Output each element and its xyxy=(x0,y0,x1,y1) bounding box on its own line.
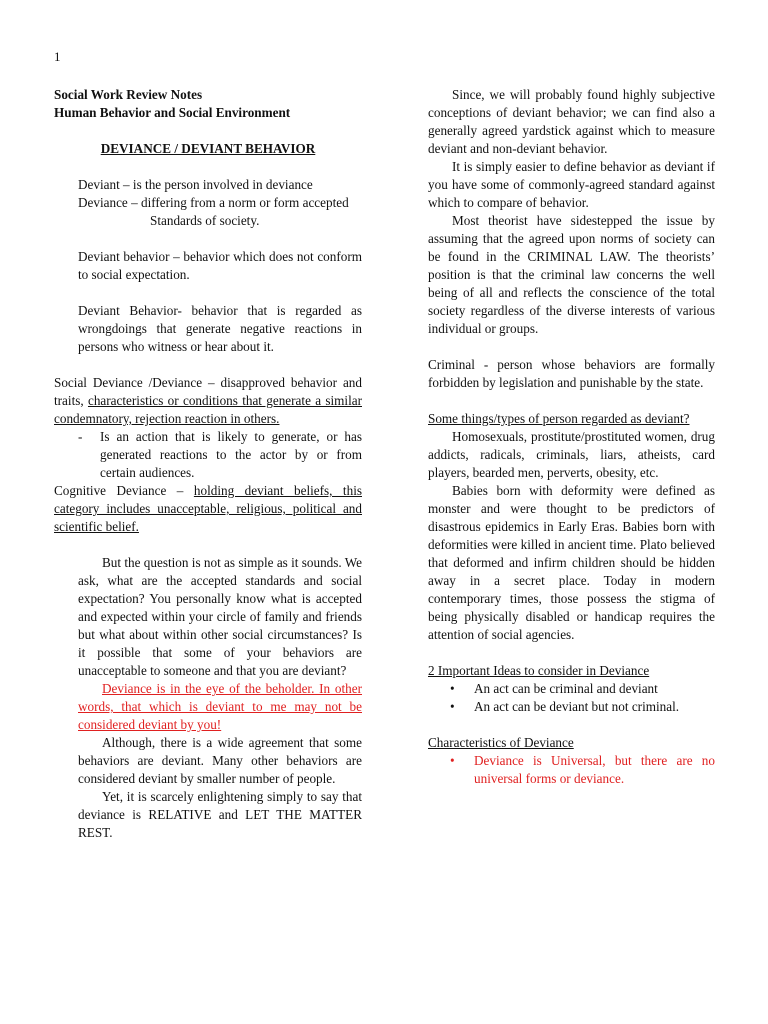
criminal-definition: Criminal - person whose behaviors are formally forbidden by legislation and punishable by the state. xyxy=(428,357,715,390)
characteristics-heading: Characteristics of Deviance xyxy=(428,735,574,750)
babies-paragraph: Babies born with deformity were defined as monster and were thought to be predictors of disastrous epidemics in Early Eras. Babies born with deformities were killed in ancient time. Plato believed that deformed and infirm children should be hidden away in a secret place. Today in modern contemporary times, those possess the stigma of being physically disabled or handicap requires the attention of social agencies. xyxy=(428,483,715,642)
yardstick-paragraph: Since, we will probably found highly subjective conceptions of deviant behavior; we can find also a generally agreed yardstick against which to measure deviant and non-deviant behavior. xyxy=(428,87,715,156)
characteristic-item-1 xyxy=(428,752,715,788)
bullet-icon: • xyxy=(450,699,455,714)
cognitive-deviance-underlined: holding deviant beliefs, this category includes unacceptable, religious, political and scientific belief. xyxy=(54,483,362,534)
social-deviance-lead: Social Deviance /Deviance – disapproved behavior and traits, xyxy=(54,375,362,408)
ideas-heading: 2 Important Ideas to consider in Deviance xyxy=(428,663,650,678)
header-subtitle: Human Behavior and Social Environment xyxy=(54,105,291,120)
idea-item-1 xyxy=(428,680,715,698)
cognitive-deviance-paragraph xyxy=(54,482,362,536)
criminal-law-paragraph: Most theorist have sidestepped the issue by assuming that the agreed upon norms of society can be found in the CRIMINAL LAW. The theorists’ position is that the criminal law concerns the well being of all and reflects the conscience of the total society regardless of the diverse interests of various individual or groups. xyxy=(428,213,715,336)
definition-deviant: Deviant – is the person involved in deviance xyxy=(78,177,313,192)
dash-item-text: Is an action that is likely to generate, or has generated reactions to the actor by or from certain audiences. xyxy=(100,429,362,480)
definition-deviant-behavior-2: Deviant Behavior- behavior that is regarded as wrongdoings that generate negative reactions in persons who witness or hear about it. xyxy=(78,303,362,354)
page-number: 1 xyxy=(54,49,61,64)
left-column xyxy=(54,86,362,842)
definition-deviant-behavior: Deviant behavior – behavior which does not conform to social expectation. xyxy=(78,249,362,282)
types-heading: Some things/types of person regarded as deviant? xyxy=(428,411,690,426)
standard-paragraph: It is simply easier to define behavior as deviant if you have some of commonly-agreed standard against which to compare of behavior. xyxy=(428,159,715,210)
definition-deviance: Deviance – differing from a norm or form accepted xyxy=(78,195,349,210)
cognitive-deviance-lead: Cognitive Deviance – xyxy=(54,483,194,498)
bullet-icon: • xyxy=(450,681,455,696)
header-title: Social Work Review Notes xyxy=(54,87,203,102)
dash-marker: - xyxy=(78,429,83,444)
bullet-icon: • xyxy=(450,753,455,768)
types-list: Homosexuals, prostitute/prostituted women, drug addicts, radicals, criminals, liars, atheists, card players, bearded men, perverts, obesity, etc. xyxy=(428,429,715,480)
social-deviance-paragraph xyxy=(54,374,362,428)
idea-text-1: An act can be criminal and deviant xyxy=(474,681,658,696)
definition-deviance-cont: Standards of society. xyxy=(150,213,260,228)
question-paragraph: But the question is not as simple as it sounds. We ask, what are the accepted standards and social expectation? You personally know what is accepted and expected within your circle of family and friends but what about within other social circumstances? Is it possible that some of your behaviors are unacceptable to someone and that you are deviant? xyxy=(78,555,362,678)
agreement-paragraph: Although, there is a wide agreement that some behaviors are deviant. Many other behaviors are considered deviant by smaller number of people. xyxy=(78,735,362,786)
relative-paragraph: Yet, it is scarcely enlightening simply to say that deviance is RELATIVE and LET THE MATTER REST. xyxy=(78,789,362,840)
document-title: DEVIANCE / DEVIANT BEHAVIOR xyxy=(100,141,316,156)
idea-text-2: An act can be deviant but not criminal. xyxy=(474,699,680,714)
dash-list-item xyxy=(54,428,362,482)
red-quote: Deviance is in the eye of the beholder. In other words, that which is deviant to me may not be considered deviant by you! xyxy=(78,681,362,732)
right-column xyxy=(428,86,715,788)
idea-item-2 xyxy=(428,698,715,716)
characteristic-text-1: Deviance is Universal, but there are no universal forms or deviance. xyxy=(474,753,715,786)
social-deviance-underlined: characteristics or conditions that generate a similar condemnatory, rejection reaction in others. xyxy=(54,393,362,426)
